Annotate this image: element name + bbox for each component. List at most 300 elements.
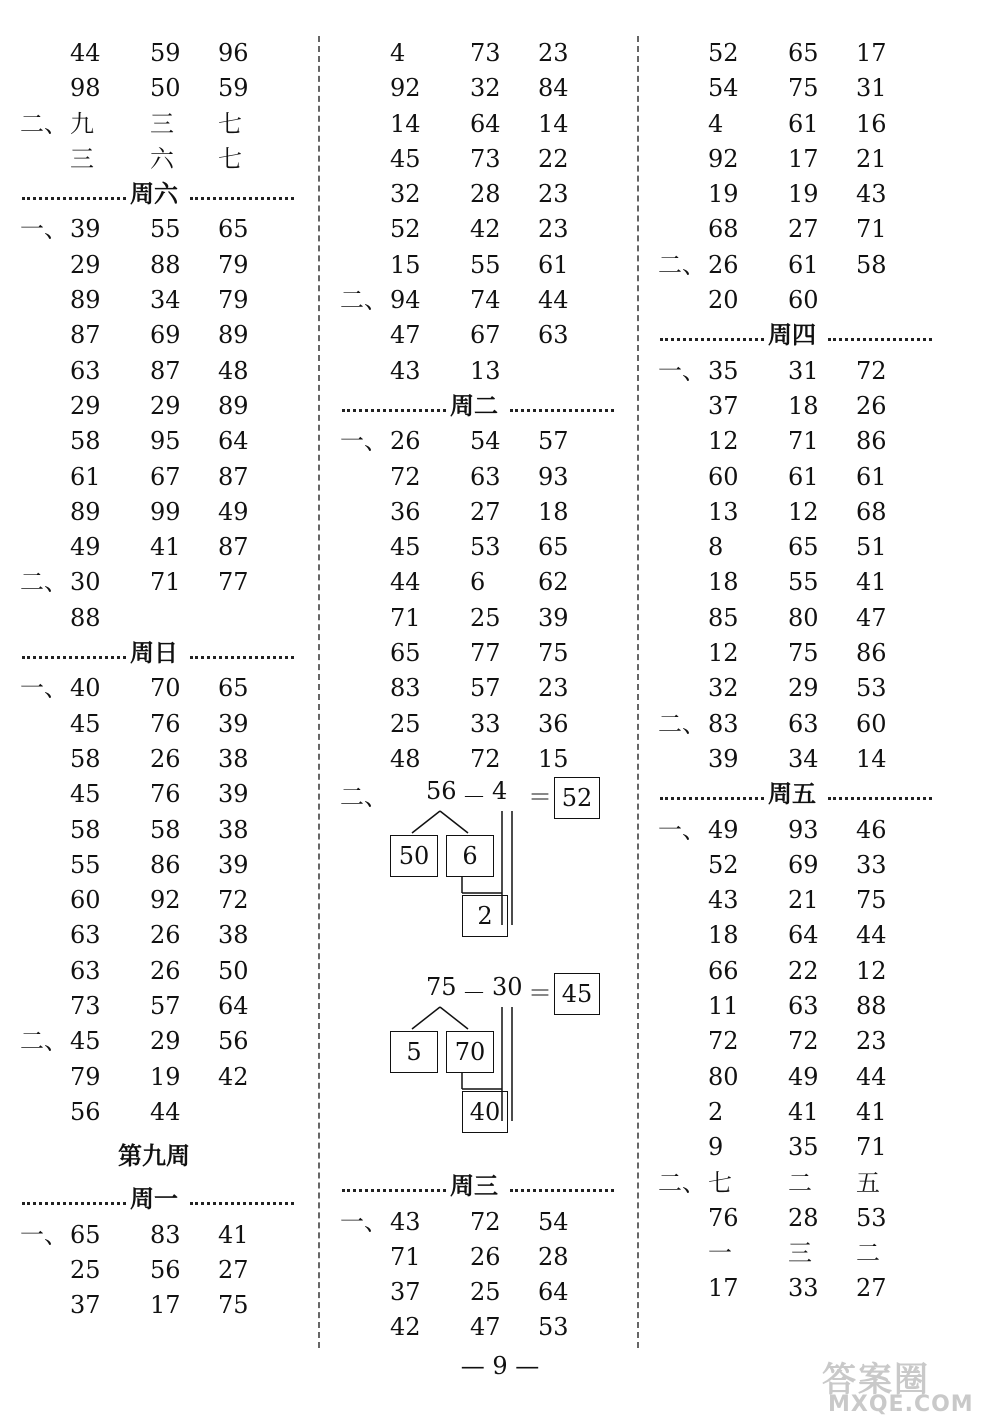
answer-value: 七 bbox=[218, 144, 242, 173]
answer-value: 62 bbox=[538, 568, 569, 597]
answer-row bbox=[340, 142, 625, 177]
question-marker: 一、 bbox=[658, 356, 706, 385]
answer-value: 三 bbox=[150, 109, 174, 138]
watermark-url: MXQE.COM bbox=[828, 1392, 974, 1417]
difference-box: 2 bbox=[462, 895, 508, 937]
answer-value: 75 bbox=[218, 1291, 249, 1320]
question-marker: 二、 bbox=[340, 286, 388, 315]
answer-row bbox=[340, 71, 625, 106]
answer-row bbox=[658, 742, 943, 777]
answer-row bbox=[340, 283, 625, 318]
answer-row bbox=[20, 1288, 305, 1323]
answer-row bbox=[20, 142, 305, 177]
answer-value: 74 bbox=[470, 286, 501, 315]
answer-value: 28 bbox=[538, 1242, 569, 1271]
answer-value: 72 bbox=[708, 1027, 739, 1056]
answer-value: 22 bbox=[538, 144, 569, 173]
answer-row bbox=[658, 989, 943, 1024]
answer-value: 33 bbox=[788, 1274, 819, 1303]
answer-row bbox=[658, 530, 943, 565]
answer-row bbox=[20, 1218, 305, 1253]
answer-value: 55 bbox=[70, 850, 101, 879]
answer-value: 61 bbox=[856, 462, 887, 491]
answer-value: 99 bbox=[150, 497, 181, 526]
answer-row bbox=[20, 212, 305, 247]
answer-value: 67 bbox=[470, 321, 501, 350]
answer-row bbox=[340, 495, 625, 530]
answer-value: 65 bbox=[218, 674, 249, 703]
answer-value: 28 bbox=[788, 1203, 819, 1232]
answer-row bbox=[340, 354, 625, 389]
answer-value: 51 bbox=[856, 533, 887, 562]
answer-row bbox=[340, 1240, 625, 1275]
answer-row bbox=[20, 848, 305, 883]
answer-value: 11 bbox=[708, 992, 739, 1021]
dotted-leader bbox=[190, 1202, 294, 1205]
answer-value: 66 bbox=[708, 956, 739, 985]
answer-value: 45 bbox=[70, 780, 101, 809]
answer-value: 56 bbox=[150, 1255, 181, 1284]
answer-row bbox=[20, 671, 305, 706]
answer-value: 36 bbox=[390, 497, 421, 526]
answer-value: 二 bbox=[856, 1239, 880, 1268]
answer-value: 72 bbox=[856, 356, 887, 385]
answer-row bbox=[340, 742, 625, 777]
answer-row bbox=[20, 248, 305, 283]
day-section-header bbox=[658, 777, 943, 812]
difference-box: 40 bbox=[462, 1091, 508, 1133]
answer-value: 92 bbox=[390, 74, 421, 103]
answer-row bbox=[658, 636, 943, 671]
answer-row bbox=[658, 107, 943, 142]
answer-value: 71 bbox=[788, 427, 819, 456]
answer-row bbox=[340, 1205, 625, 1240]
answer-row bbox=[20, 283, 305, 318]
answer-value: 17 bbox=[150, 1291, 181, 1320]
answer-row bbox=[658, 1130, 943, 1165]
answer-value: 43 bbox=[708, 886, 739, 915]
answer-value: 26 bbox=[708, 250, 739, 279]
answer-value: 25 bbox=[470, 603, 501, 632]
answer-value: 47 bbox=[856, 603, 887, 632]
answer-value: 64 bbox=[470, 109, 501, 138]
answer-value: 12 bbox=[708, 639, 739, 668]
answer-value: 88 bbox=[150, 250, 181, 279]
answer-row bbox=[658, 36, 943, 71]
answer-value: 64 bbox=[538, 1278, 569, 1307]
answer-value: 60 bbox=[788, 286, 819, 315]
answer-value: 60 bbox=[70, 886, 101, 915]
answer-value: 26 bbox=[150, 744, 181, 773]
answer-row bbox=[658, 1024, 943, 1059]
answer-value: 63 bbox=[70, 956, 101, 985]
answer-value: 65 bbox=[390, 639, 421, 668]
answer-value: 19 bbox=[708, 180, 739, 209]
answer-value: 89 bbox=[218, 321, 249, 350]
answer-value: 42 bbox=[218, 1062, 249, 1091]
answer-value: 83 bbox=[390, 674, 421, 703]
dotted-leader bbox=[828, 797, 932, 800]
equals-sign: ＝ bbox=[528, 783, 552, 812]
answer-value: 29 bbox=[150, 1027, 181, 1056]
answer-value: 七 bbox=[218, 109, 242, 138]
answer-value: 17 bbox=[708, 1274, 739, 1303]
answer-value: 56 bbox=[218, 1027, 249, 1056]
question-marker: 一、 bbox=[20, 674, 68, 703]
answer-value: 88 bbox=[856, 992, 887, 1021]
result-box: 45 bbox=[554, 973, 600, 1015]
answer-value: 55 bbox=[788, 568, 819, 597]
answer-value: 53 bbox=[856, 1203, 887, 1232]
answer-value: 70 bbox=[150, 674, 181, 703]
answer-row bbox=[340, 248, 625, 283]
column-divider bbox=[318, 36, 320, 1348]
answer-value: 48 bbox=[390, 744, 421, 773]
split-box: 6 bbox=[446, 835, 494, 877]
answer-value: 19 bbox=[150, 1062, 181, 1091]
answer-value: 92 bbox=[708, 144, 739, 173]
answer-value: 79 bbox=[218, 286, 249, 315]
answer-column-3 bbox=[658, 36, 943, 1307]
answer-value: 65 bbox=[538, 533, 569, 562]
answer-value: 58 bbox=[150, 815, 181, 844]
answer-row bbox=[658, 354, 943, 389]
answer-value: 67 bbox=[150, 462, 181, 491]
answer-row bbox=[340, 601, 625, 636]
answer-value: 98 bbox=[70, 74, 101, 103]
answer-row bbox=[340, 177, 625, 212]
answer-value: 83 bbox=[708, 709, 739, 738]
answer-value: 三 bbox=[788, 1239, 812, 1268]
decomposition-diagram bbox=[340, 973, 625, 1169]
answer-value: 86 bbox=[150, 850, 181, 879]
answer-value: 31 bbox=[856, 74, 887, 103]
answer-value: 2 bbox=[708, 1097, 724, 1126]
answer-value: 71 bbox=[856, 1133, 887, 1162]
answer-row bbox=[658, 883, 943, 918]
question-marker: 一、 bbox=[658, 815, 706, 844]
answer-value: 37 bbox=[390, 1278, 421, 1307]
answer-value: 31 bbox=[788, 356, 819, 385]
answer-value: 71 bbox=[390, 1242, 421, 1271]
answer-row bbox=[20, 883, 305, 918]
answer-row bbox=[658, 1271, 943, 1306]
answer-row bbox=[340, 636, 625, 671]
answer-value: 33 bbox=[470, 709, 501, 738]
answer-row bbox=[340, 460, 625, 495]
answer-value: 14 bbox=[538, 109, 569, 138]
answer-row bbox=[20, 36, 305, 71]
answer-value: 72 bbox=[470, 1207, 501, 1236]
answer-value: 79 bbox=[70, 1062, 101, 1091]
answer-value: 39 bbox=[218, 780, 249, 809]
answer-value: 71 bbox=[150, 568, 181, 597]
answer-value: 34 bbox=[788, 744, 819, 773]
answer-value: 75 bbox=[788, 74, 819, 103]
dotted-leader bbox=[828, 338, 932, 341]
answer-value: 44 bbox=[390, 568, 421, 597]
question-marker: 一、 bbox=[20, 215, 68, 244]
split-box: 5 bbox=[390, 1031, 438, 1073]
answer-value: 38 bbox=[218, 744, 249, 773]
answer-value: 92 bbox=[150, 886, 181, 915]
result-box: 52 bbox=[554, 777, 600, 819]
answer-value: 49 bbox=[788, 1062, 819, 1091]
answer-value: 49 bbox=[218, 497, 249, 526]
answer-value: 80 bbox=[708, 1062, 739, 1091]
answer-value: 52 bbox=[390, 215, 421, 244]
answer-value: 63 bbox=[470, 462, 501, 491]
answer-value: 42 bbox=[470, 215, 501, 244]
answer-value: 76 bbox=[708, 1203, 739, 1232]
answer-value: 16 bbox=[856, 109, 887, 138]
answer-value: 32 bbox=[390, 180, 421, 209]
day-label: 周四 bbox=[768, 321, 816, 350]
dotted-leader bbox=[342, 1189, 446, 1192]
answer-value: 49 bbox=[708, 815, 739, 844]
answer-row bbox=[658, 954, 943, 989]
answer-value: 52 bbox=[708, 850, 739, 879]
answer-value: 41 bbox=[218, 1220, 249, 1249]
answer-value: 29 bbox=[70, 391, 101, 420]
day-section-header bbox=[658, 318, 943, 353]
answer-value: 79 bbox=[218, 250, 249, 279]
answer-value: 36 bbox=[538, 709, 569, 738]
answer-row bbox=[658, 142, 943, 177]
answer-value: 65 bbox=[788, 533, 819, 562]
answer-value: 15 bbox=[538, 744, 569, 773]
answer-value: 63 bbox=[788, 709, 819, 738]
day-section-header bbox=[340, 389, 625, 424]
answer-value: 73 bbox=[470, 144, 501, 173]
dotted-leader bbox=[22, 656, 126, 659]
answer-value: 七 bbox=[708, 1168, 732, 1197]
answer-value: 26 bbox=[856, 391, 887, 420]
question-marker: 一、 bbox=[20, 1220, 68, 1249]
answer-value: 18 bbox=[538, 497, 569, 526]
answer-row bbox=[20, 918, 305, 953]
answer-value: 39 bbox=[708, 744, 739, 773]
answer-row bbox=[658, 1060, 943, 1095]
answer-value: 80 bbox=[788, 603, 819, 632]
answer-value: 37 bbox=[70, 1291, 101, 1320]
answer-row bbox=[658, 389, 943, 424]
answer-value: 64 bbox=[218, 427, 249, 456]
answer-value: 39 bbox=[218, 850, 249, 879]
answer-row bbox=[20, 1253, 305, 1288]
answer-value: 54 bbox=[538, 1207, 569, 1236]
answer-column-2 bbox=[340, 36, 625, 1346]
answer-value: 68 bbox=[708, 215, 739, 244]
answer-row bbox=[658, 707, 943, 742]
answer-row bbox=[658, 1201, 943, 1236]
day-section-header bbox=[20, 1182, 305, 1217]
answer-value: 64 bbox=[218, 992, 249, 1021]
answer-value: 93 bbox=[788, 815, 819, 844]
dotted-leader bbox=[22, 197, 126, 200]
answer-value: 88 bbox=[70, 603, 101, 632]
answer-value: 21 bbox=[856, 144, 887, 173]
answer-value: 61 bbox=[788, 109, 819, 138]
answer-row bbox=[20, 460, 305, 495]
day-label: 周一 bbox=[130, 1185, 178, 1214]
answer-value: 48 bbox=[218, 356, 249, 385]
answer-value: 9 bbox=[708, 1133, 724, 1162]
answer-row bbox=[20, 318, 305, 353]
minus-sign: － bbox=[462, 979, 486, 1008]
answer-row bbox=[340, 107, 625, 142]
answer-value: 35 bbox=[788, 1133, 819, 1162]
decomposition-diagram bbox=[340, 777, 625, 973]
answer-row bbox=[20, 1024, 305, 1059]
answer-value: 87 bbox=[218, 462, 249, 491]
answer-value: 58 bbox=[856, 250, 887, 279]
answer-value: 26 bbox=[390, 427, 421, 456]
connector-line bbox=[440, 811, 468, 833]
answer-value: 50 bbox=[150, 74, 181, 103]
answer-value: 21 bbox=[788, 886, 819, 915]
question-marker: 二、 bbox=[20, 568, 68, 597]
answer-value: 44 bbox=[856, 1062, 887, 1091]
answer-value: 六 bbox=[150, 144, 174, 173]
minuend: 75 bbox=[426, 973, 457, 1002]
answer-value: 41 bbox=[856, 1097, 887, 1126]
connector-line bbox=[412, 811, 440, 833]
answer-value: 23 bbox=[538, 215, 569, 244]
dotted-leader bbox=[660, 338, 764, 341]
answer-value: 86 bbox=[856, 639, 887, 668]
answer-row bbox=[340, 424, 625, 459]
connector-line bbox=[412, 1007, 440, 1029]
answer-row bbox=[658, 1095, 943, 1130]
day-label: 周六 bbox=[130, 180, 178, 209]
answer-value: 41 bbox=[150, 533, 181, 562]
day-section-header bbox=[340, 1169, 625, 1204]
answer-value: 89 bbox=[218, 391, 249, 420]
answer-row bbox=[20, 107, 305, 142]
answer-value: 12 bbox=[708, 427, 739, 456]
answer-value: 58 bbox=[70, 815, 101, 844]
answer-value: 65 bbox=[218, 215, 249, 244]
answer-value: 87 bbox=[218, 533, 249, 562]
answer-row bbox=[658, 177, 943, 212]
answer-value: 20 bbox=[708, 286, 739, 315]
answer-value: 12 bbox=[788, 497, 819, 526]
answer-value: 23 bbox=[856, 1027, 887, 1056]
answer-value: 72 bbox=[788, 1027, 819, 1056]
answer-value: 96 bbox=[218, 39, 249, 67]
answer-value: 63 bbox=[788, 992, 819, 1021]
answer-row bbox=[20, 954, 305, 989]
dotted-leader bbox=[22, 1202, 126, 1205]
answer-value: 68 bbox=[856, 497, 887, 526]
answer-value: 4 bbox=[708, 109, 724, 138]
answer-value: 59 bbox=[150, 39, 181, 67]
answer-value: 43 bbox=[856, 180, 887, 209]
answer-value: 29 bbox=[70, 250, 101, 279]
answer-value: 41 bbox=[856, 568, 887, 597]
split-box: 70 bbox=[446, 1031, 494, 1073]
answer-value: 44 bbox=[538, 286, 569, 315]
answer-value: 50 bbox=[218, 956, 249, 985]
answer-row bbox=[658, 212, 943, 247]
answer-value: 84 bbox=[538, 74, 569, 103]
answer-value: 28 bbox=[470, 180, 501, 209]
answer-value: 58 bbox=[70, 744, 101, 773]
column-divider bbox=[637, 36, 639, 1348]
answer-value: 45 bbox=[70, 1027, 101, 1056]
answer-row bbox=[20, 1095, 305, 1130]
answer-value: 25 bbox=[470, 1278, 501, 1307]
answer-row bbox=[20, 742, 305, 777]
watermark-text: 答案圈 bbox=[822, 1360, 930, 1400]
answer-value: 57 bbox=[150, 992, 181, 1021]
day-section-header bbox=[20, 177, 305, 212]
answer-value: 77 bbox=[218, 568, 249, 597]
answer-value: 五 bbox=[856, 1168, 880, 1197]
answer-value: 65 bbox=[70, 1220, 101, 1249]
answer-value: 75 bbox=[538, 639, 569, 668]
answer-value: 30 bbox=[70, 568, 101, 597]
answer-value: 22 bbox=[788, 956, 819, 985]
answer-value: 95 bbox=[150, 427, 181, 456]
answer-value: 26 bbox=[150, 921, 181, 950]
answer-value: 29 bbox=[150, 391, 181, 420]
answer-value: 63 bbox=[70, 356, 101, 385]
answer-row bbox=[20, 777, 305, 812]
answer-value: 17 bbox=[788, 144, 819, 173]
minuend: 56 bbox=[426, 777, 457, 806]
week-title: 第九周 bbox=[118, 1142, 190, 1171]
answer-value: 三 bbox=[70, 144, 94, 173]
question-marker: 二、 bbox=[20, 1027, 68, 1056]
answer-value: 71 bbox=[390, 603, 421, 632]
answer-value: 72 bbox=[470, 744, 501, 773]
answer-row bbox=[20, 989, 305, 1024]
answer-value: 6 bbox=[470, 568, 486, 597]
answer-row bbox=[340, 1310, 625, 1345]
answer-value: 35 bbox=[708, 356, 739, 385]
answer-row bbox=[340, 318, 625, 353]
answer-row bbox=[20, 1060, 305, 1095]
answer-row bbox=[20, 601, 305, 636]
answer-value: 72 bbox=[390, 462, 421, 491]
question-marker: 二、 bbox=[658, 250, 706, 279]
dotted-leader bbox=[190, 197, 294, 200]
answer-value: 53 bbox=[470, 533, 501, 562]
answer-value: 23 bbox=[538, 674, 569, 703]
dotted-leader bbox=[342, 409, 446, 412]
answer-value: 13 bbox=[708, 497, 739, 526]
answer-row bbox=[658, 424, 943, 459]
answer-value: 二 bbox=[788, 1168, 812, 1197]
answer-value: 86 bbox=[856, 427, 887, 456]
answer-value: 37 bbox=[708, 391, 739, 420]
answer-value: 53 bbox=[538, 1313, 569, 1342]
answer-value: 18 bbox=[788, 391, 819, 420]
answer-value: 27 bbox=[218, 1255, 249, 1284]
dotted-leader bbox=[510, 409, 614, 412]
answer-row bbox=[20, 495, 305, 530]
answer-value: 65 bbox=[788, 39, 819, 67]
answer-value: 61 bbox=[538, 250, 569, 279]
answer-row bbox=[340, 530, 625, 565]
answer-row bbox=[658, 671, 943, 706]
answer-row bbox=[20, 71, 305, 106]
answer-value: 63 bbox=[538, 321, 569, 350]
answer-row bbox=[20, 424, 305, 459]
answer-value: 27 bbox=[470, 497, 501, 526]
